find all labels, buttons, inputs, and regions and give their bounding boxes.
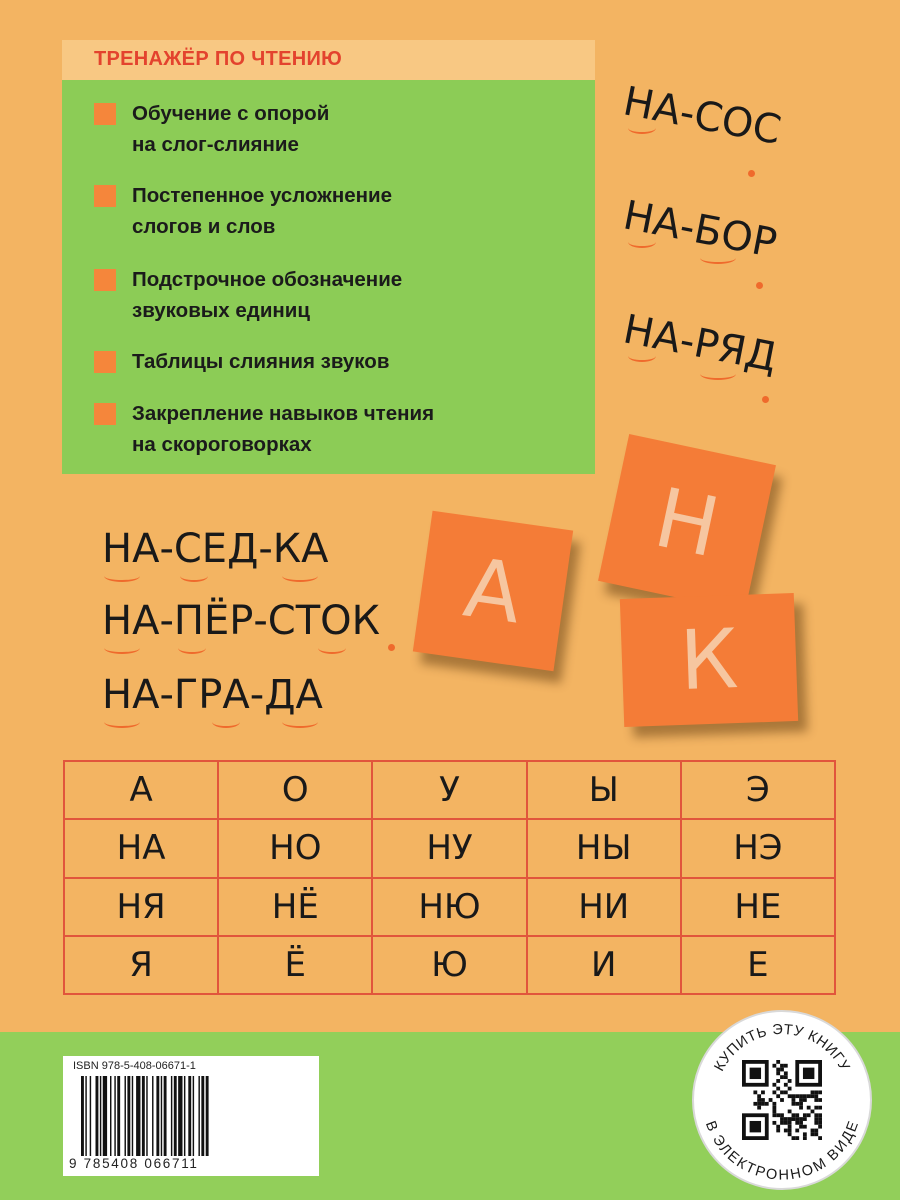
word-nagrada: НА-ГРА-ДА [102,672,323,718]
bullet-square-icon [94,185,116,207]
table-cell: Э [682,762,836,820]
syllable-arc-icon [700,368,736,380]
table-cell: У [373,762,527,820]
table-cell: НЁ [219,879,373,937]
feature-text: Обучение с опорой на слог-слияние [132,102,330,156]
barcode [63,1056,319,1176]
book-title: ТРЕНАЖЁР ПО ЧТЕНИЮ [94,48,343,70]
table-cell: НУ [373,820,527,878]
table-cell: НА [65,820,219,878]
isbn-text: ISBN 978-5-408-06671-1 [73,1060,196,1072]
barcode-bars-icon [81,1076,309,1156]
syllable-arc-icon [282,570,318,582]
table-cell: НЭ [682,820,836,878]
syllable-dot-icon [388,644,395,651]
syllable-arc-icon [628,236,656,248]
bullet-square-icon [94,351,116,373]
table-cell: НЮ [373,879,527,937]
table-cell: Ё [219,937,373,995]
syllable-arc-icon [104,716,140,728]
letter-tile-n: Н [598,434,776,612]
table-cell: И [528,937,682,995]
qr-badge[interactable] [692,1010,872,1190]
features-header [62,40,595,80]
qr-code-icon[interactable] [742,1060,822,1140]
table-cell: Ы [528,762,682,820]
word-naryad: НА-РЯД [619,306,781,382]
table-cell: НИ [528,879,682,937]
syllable-arc-icon [628,350,656,362]
syllable-arc-icon [700,252,736,264]
feature-text: Закрепление навыков чтения на скороговорках [132,402,435,456]
syllable-dot-icon [756,282,763,289]
table-cell: НО [219,820,373,878]
bullet-square-icon [94,103,116,125]
letter-tile-a: А [413,511,573,671]
bullet-square-icon [94,269,116,291]
syllable-arc-icon [318,642,346,654]
syllable-arc-icon [180,570,208,582]
word-nasedka: НА-СЕД-КА [102,526,329,572]
table-cell: НЯ [65,879,219,937]
syllable-table [63,760,836,995]
table-cell: Я [65,937,219,995]
qr-top-text: КУПИТЬ ЭТУ КНИГУ [711,1021,853,1075]
qr-bottom-text: В ЭЛЕКТРОННОМ ВИДЕ [701,1118,863,1184]
syllable-arc-icon [178,642,206,654]
syllable-arc-icon [282,716,318,728]
bullet-square-icon [94,403,116,425]
word-naperstok: НА-ПЁР-СТОК [102,598,381,644]
syllable-arc-icon [628,122,656,134]
features-box [62,40,595,474]
feature-text: Подстрочное обозначение звуковых единиц [132,268,403,322]
letter-tile-k: К [620,593,798,727]
feature-text: Постепенное усложнение слогов и слов [132,184,392,238]
word-nabor: НА-БОР [619,192,781,268]
syllable-arc-icon [104,642,140,654]
syllable-dot-icon [762,396,769,403]
syllable-dot-icon [748,170,755,177]
word-nasos: НА-СОС [619,78,785,154]
feature-text: Таблицы слияния звуков [132,350,390,373]
table-cell: А [65,762,219,820]
syllable-arc-icon [212,716,240,728]
barcode-number: 9 785408 066711 [69,1156,199,1171]
table-cell: Ю [373,937,527,995]
table-cell: НЫ [528,820,682,878]
table-cell: Е [682,937,836,995]
table-cell: О [219,762,373,820]
syllable-arc-icon [104,570,140,582]
table-cell: НЕ [682,879,836,937]
